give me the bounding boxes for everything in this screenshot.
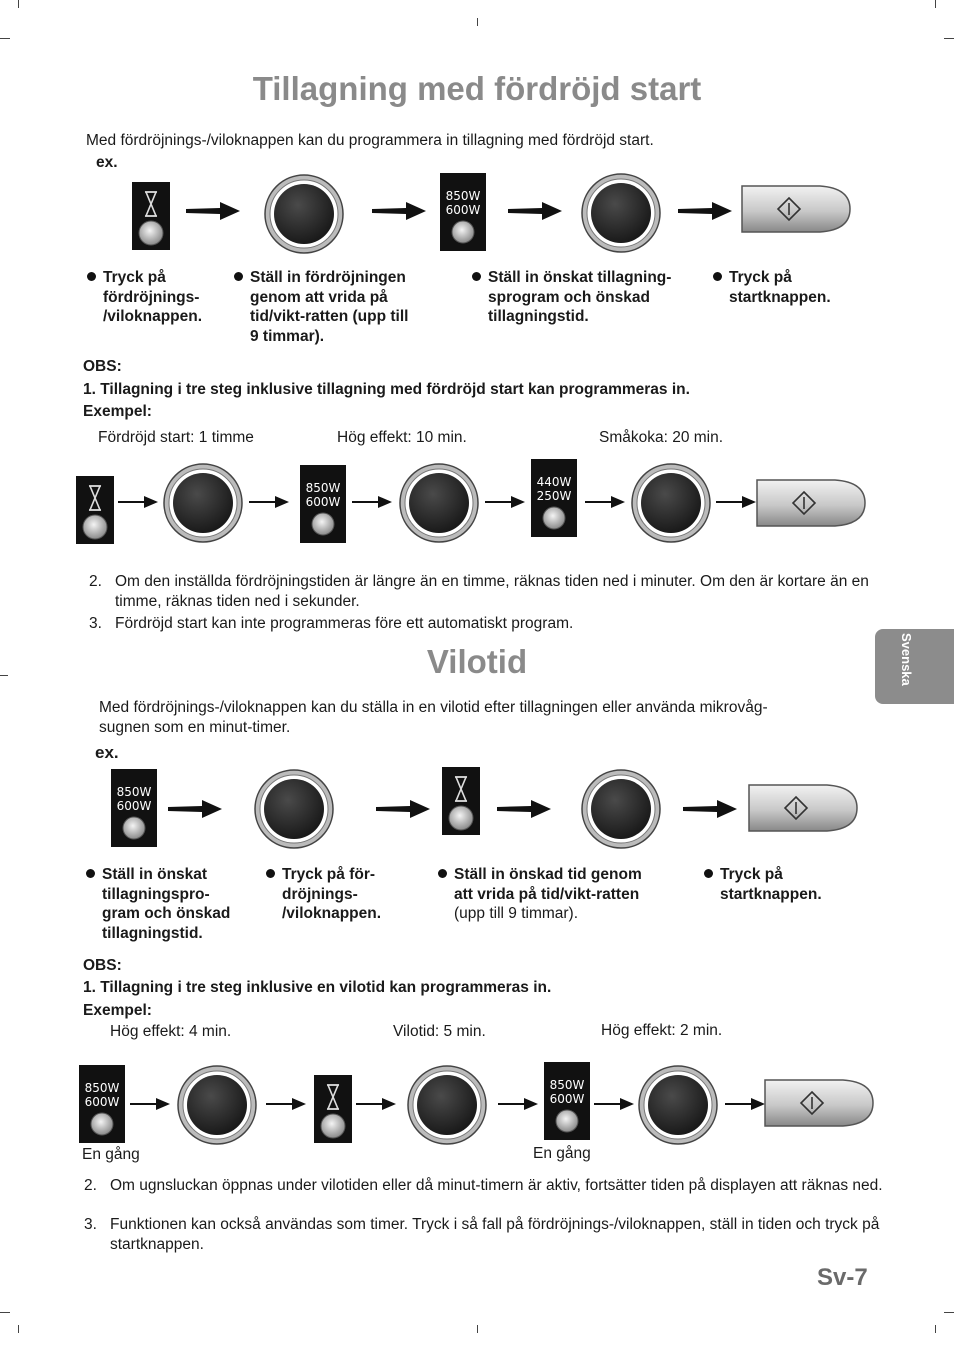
step-caption-extra: (upp till 9 timmar). (454, 905, 579, 922)
example-caption: Småkoka: 20 min. (599, 429, 724, 446)
language-tab: Svenska (875, 629, 954, 704)
crop-mark (0, 1312, 10, 1313)
time-weight-dial-10[interactable] (637, 1064, 719, 1151)
arrow-icon (497, 798, 551, 825)
section2-ex-label: ex. (95, 743, 119, 762)
start-button-3[interactable] (747, 783, 859, 838)
arrow-icon (508, 200, 562, 227)
power-label: 850W (549, 1078, 585, 1092)
example-caption: Fördröjd start: 1 timme (98, 429, 254, 446)
example-caption: Vilotid: 5 min. (393, 1023, 486, 1040)
arrow-icon (118, 494, 158, 515)
example-label: Exempel: (83, 1002, 152, 1019)
time-weight-dial-2[interactable] (580, 172, 662, 259)
time-weight-dial-5[interactable] (630, 462, 712, 549)
step-caption: Ställ in önskad tid genom att vrida på tid/vikt-ratten (upp till 9 timmar). (454, 865, 642, 924)
crop-mark (944, 38, 954, 39)
time-weight-dial-9[interactable] (406, 1064, 488, 1151)
crop-mark (18, 1325, 19, 1333)
obs-label: OBS: (83, 358, 122, 375)
crop-mark (18, 0, 19, 8)
power-label: 850W (305, 481, 341, 495)
delay-button-2[interactable] (76, 476, 114, 549)
arrow-icon (356, 1096, 396, 1117)
power-button-1[interactable] (440, 173, 486, 256)
start-button-1[interactable] (740, 184, 852, 239)
arrow-icon (376, 798, 430, 825)
arrow-icon (725, 1096, 765, 1117)
obs-note: 1. Tillagning i tre steg inklusive tillagning med fördröjd start kan programmeras in. (83, 381, 690, 398)
time-weight-dial-1[interactable] (263, 173, 345, 260)
arrow-icon (683, 798, 737, 825)
time-weight-dial-4[interactable] (398, 462, 480, 549)
power-label: 600W (305, 495, 341, 509)
power-label: 600W (549, 1092, 585, 1106)
delay-button-4[interactable] (314, 1075, 352, 1148)
crop-mark (944, 1312, 954, 1313)
section2-title: Vilotid (426, 643, 528, 680)
crop-mark (935, 1325, 936, 1333)
step-caption: Tryck på startknappen. (720, 865, 822, 904)
section1-intro: Med fördröjnings-/viloknappen kan du programmera in tillagning med fördröjd start. (86, 132, 654, 149)
page-number: Sv-7 (817, 1264, 868, 1291)
crop-mark (477, 1325, 478, 1333)
step-caption: Ställ in önskat tillagningspro- gram och önskad tillagningstid. (102, 865, 230, 943)
once-label: En gång (82, 1146, 140, 1163)
note-item: 2. Om ugnsluckan öppnas under vilotiden eller då minut-timern är aktiv, fortsätter tiden på displayen att räknas ned. (84, 1177, 883, 1194)
step-caption: Tryck på startknappen. (729, 268, 831, 307)
arrow-icon (485, 494, 525, 515)
delay-button-1[interactable] (132, 182, 170, 255)
note-item: 3. Funktionen kan också användas som timer. Tryck i så fall på fördröjnings-/viloknappen, ställ in tiden och tryck på startknappen. (84, 1216, 880, 1253)
arrow-icon (678, 200, 732, 227)
power-label: 600W (116, 799, 152, 813)
power-label: 600W (84, 1095, 120, 1109)
step-caption: Ställ in fördröjningen genom att vrida på tid/vikt-ratten (upp till 9 timmar). (250, 268, 408, 346)
example-caption: Hög effekt: 4 min. (110, 1023, 232, 1040)
once-label: En gång (533, 1145, 591, 1162)
power-label: 850W (116, 785, 152, 799)
note-item: 3. Fördröjd start kan inte programmeras före ett automatiskt program. (89, 615, 574, 632)
power-button-6[interactable] (544, 1062, 590, 1145)
delay-button-3[interactable] (442, 767, 480, 840)
start-button-4[interactable] (763, 1078, 875, 1133)
time-weight-dial-8[interactable] (176, 1064, 258, 1151)
example-caption: Hög effekt: 2 min. (601, 1022, 723, 1039)
arrow-icon (249, 494, 289, 515)
time-weight-dial-7[interactable] (580, 768, 662, 855)
note-item: 2. Om den inställda fördröjningstiden är längre än en timme, räknas tiden ned i minuter. Om den är kortare än en timme, räknas tiden ned i sekunder. (89, 573, 869, 610)
power-label: 850W (84, 1081, 120, 1095)
step-caption: Ställ in önskat tillagning- sprogram och önskad tillagningstid. (488, 268, 671, 327)
power-label: 250W (536, 489, 572, 503)
arrow-icon (352, 494, 392, 515)
section2-intro: Med fördröjnings-/viloknappen kan du ställa in en vilotid efter tillagningen eller använda mikrovåg- sugnen som en minut-timer. (99, 699, 768, 736)
section1-title: Tillagning med fördröjd start (252, 70, 702, 107)
arrow-icon (168, 798, 222, 825)
crop-mark (935, 0, 936, 8)
crop-mark (477, 18, 478, 26)
arrow-icon (372, 200, 426, 227)
power-button-5[interactable] (79, 1065, 125, 1148)
arrow-icon (266, 1096, 306, 1117)
start-button-2[interactable] (755, 478, 867, 533)
time-weight-dial-3[interactable] (162, 462, 244, 549)
example-label: Exempel: (83, 403, 152, 420)
power-label: 850W (445, 189, 481, 203)
crop-mark (0, 38, 10, 39)
power-button-2[interactable] (300, 465, 346, 548)
step-caption: Tryck på fördröjnings- /viloknappen. (103, 268, 202, 327)
step-caption: Tryck på för- dröjnings- /viloknappen. (282, 865, 381, 924)
power-button-3[interactable] (531, 459, 577, 542)
arrow-icon (585, 494, 625, 515)
arrow-icon (498, 1096, 538, 1117)
power-label: 440W (536, 475, 572, 489)
power-button-4[interactable] (111, 769, 157, 852)
section1-ex-label: ex. (96, 154, 118, 171)
obs-note: 1. Tillagning i tre steg inklusive en vilotid kan programmeras in. (83, 979, 552, 996)
example-caption: Hög effekt: 10 min. (337, 429, 467, 446)
power-label: 600W (445, 203, 481, 217)
arrow-icon (186, 200, 240, 227)
arrow-icon (594, 1096, 634, 1117)
obs-label: OBS: (83, 957, 122, 974)
time-weight-dial-6[interactable] (253, 768, 335, 855)
arrow-icon (716, 494, 756, 515)
arrow-icon (130, 1096, 170, 1117)
